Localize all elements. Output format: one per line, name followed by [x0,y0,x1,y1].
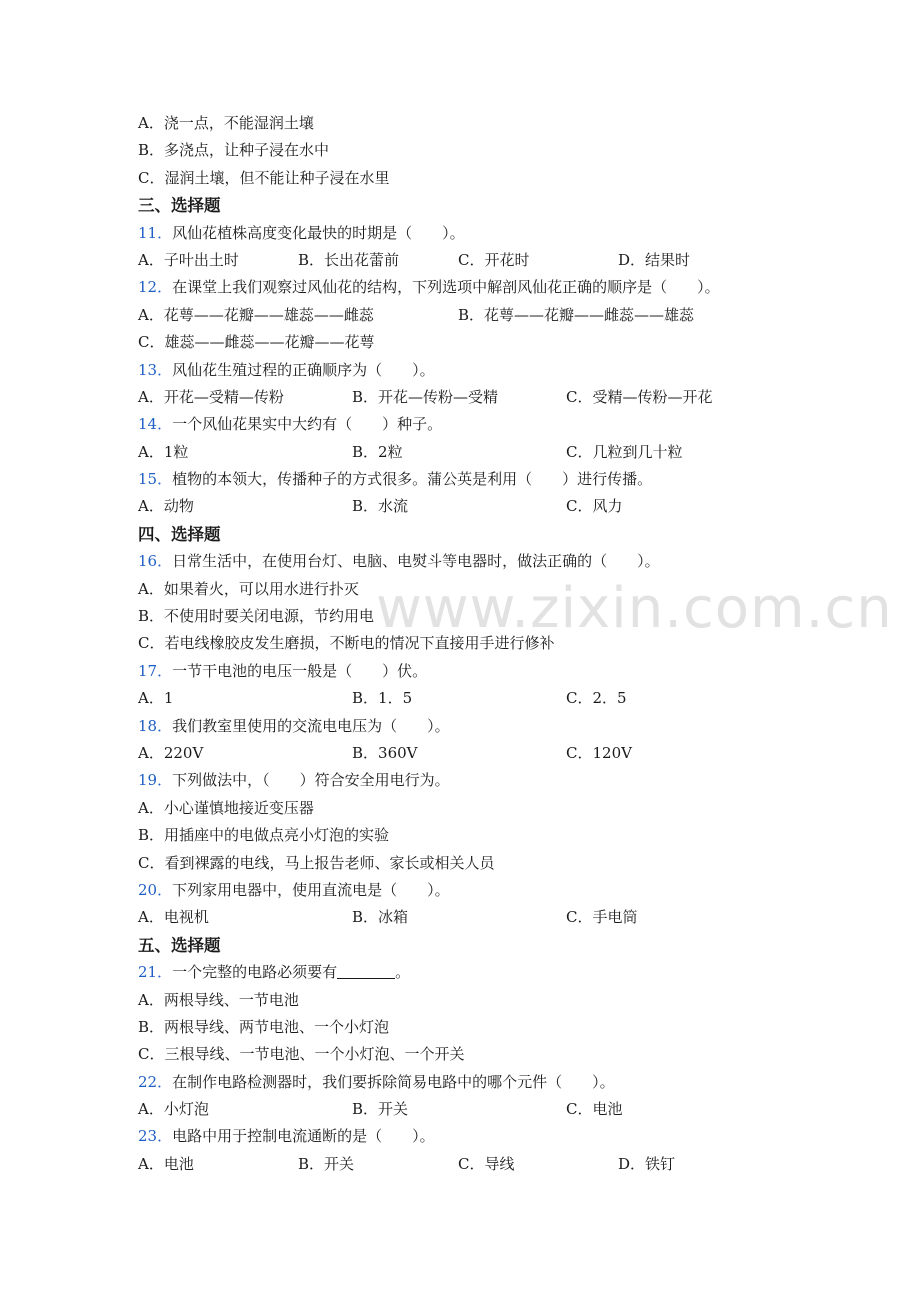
question-stem [138,959,838,986]
option-c: C．看到裸露的电线，马上报告老师、家长或相关人员 [138,853,495,872]
question-text: 风仙花植株高度变化最快的时期是（ ）。 [172,223,465,242]
question-stem [138,767,838,794]
answer-blank [337,961,395,979]
question-text: 一个风仙花果实中大约有（ ）种子。 [172,415,443,434]
question-number: 15． [138,470,173,489]
question-content [138,110,893,1178]
question-number: 19． [138,771,173,790]
question-text: 在制作电路检测器时，我们要拆除简易电路中的哪个元件（ ）。 [172,1072,615,1091]
question-stem [138,658,838,685]
question-number: 23． [138,1127,173,1146]
option-c: C．受精—传粉—开花 [566,387,713,406]
option-c: C．2．5 [566,689,627,708]
option-a: A．花萼——花瓣——雄蕊——雌蕊 [138,305,374,324]
option-a: A．开花—受精—传粉 [138,387,284,406]
question-text: 日常生活中，在使用台灯、电脑、电熨斗等电器时，做法正确的（ ）。 [172,552,660,571]
question-text: 我们教室里使用的交流电电压为（ ）。 [172,716,450,735]
section-heading: 五、选择题 [138,935,221,955]
option-a: A．1 [138,689,174,708]
option-c: C．开花时 [458,250,530,269]
question-text: 在课堂上我们观察过风仙花的结构，下列选项中解剖风仙花正确的顺序是（ ）。 [172,278,720,297]
question-number: 18． [138,716,173,735]
option-a: A．小心谨慎地接近变压器 [138,798,314,817]
option-c: C．三根导线、一节电池、一个小灯泡、一个开关 [138,1045,465,1064]
question-text: 一节干电池的电压一般是（ ）伏。 [172,661,428,680]
option-b: B．开关 [298,1154,355,1173]
option-a: A．1粒 [138,442,189,461]
option-b: B．不使用时要关闭电源，节约用电 [138,607,375,626]
question-stem [138,877,838,904]
option-d: D．铁钉 [618,1154,676,1173]
question-text-end: 。 [395,963,411,982]
question-text: 植物的本领大，传播种子的方式很多。蒲公英是利用（ ）进行传播。 [172,470,653,489]
question-number: 22． [138,1072,173,1091]
question-number: 16． [138,552,173,571]
section-heading: 四、选择题 [138,524,221,544]
option-row [138,302,838,329]
option-c: C．雄蕊——雌蕊——花瓣——花萼 [138,333,375,352]
option-b: B．冰箱 [352,908,409,927]
option-row [138,493,838,520]
option-c: C．120V [566,743,632,762]
option-a: A．如果着火，可以用水进行扑灭 [138,579,359,598]
question-number: 17． [138,661,173,680]
option-row [138,439,838,466]
option-line: C．湿润土壤，但不能让种子浸在水里 [138,168,390,187]
option-c: C．若电线橡胶皮发生磨损，不断电的情况下直接用手进行修补 [138,634,555,653]
option-c: C．风力 [566,497,623,516]
question-stem [138,220,838,247]
question-stem [138,411,838,438]
option-a: A．小灯泡 [138,1100,209,1119]
question-stem [138,357,838,384]
option-a: A．子叶出土时 [138,250,239,269]
option-b: B．开花—传粉—受精 [352,387,499,406]
option-row [138,247,838,274]
option-row [138,384,838,411]
option-b: B．2粒 [352,442,403,461]
question-stem [138,1123,838,1150]
question-number: 12． [138,278,173,297]
option-c: C．导线 [458,1154,515,1173]
option-b: B．两根导线、两节电池、一个小灯泡 [138,1017,390,1036]
option-d: D．结果时 [618,250,691,269]
question-number: 14． [138,415,173,434]
option-row [138,685,838,712]
question-stem [138,1069,838,1096]
option-row [138,740,838,767]
question-stem [138,466,838,493]
section-heading: 三、选择题 [138,196,221,216]
option-c: C．电池 [566,1100,623,1119]
option-c: C．几粒到几十粒 [566,442,683,461]
option-a: A．220V [138,743,204,762]
option-b: B．360V [352,743,418,762]
option-a: A．电视机 [138,908,209,927]
option-b: B．1．5 [352,689,413,708]
question-text: 风仙花生殖过程的正确顺序为（ ）。 [172,360,435,379]
option-b: B．用插座中的电做点亮小灯泡的实验 [138,826,390,845]
question-stem [138,274,838,301]
question-number: 11． [138,223,173,242]
question-number: 21． [138,963,173,982]
question-text: 下列家用电器中，使用直流电是（ ）。 [172,880,450,899]
option-b: B．长出花蕾前 [298,250,400,269]
question-number: 13． [138,360,173,379]
option-b: B．水流 [352,497,409,516]
option-c: C．手电筒 [566,908,638,927]
option-a: A．动物 [138,497,194,516]
option-line: A．浇一点，不能湿润土壤 [138,114,314,132]
option-a: A．电池 [138,1154,194,1173]
question-stem [138,548,838,575]
option-row [138,904,838,931]
option-row [138,1096,838,1123]
option-b: B．开关 [352,1100,409,1119]
question-text: 下列做法中，（ ）符合安全用电行为。 [172,771,450,790]
option-row [138,1151,838,1178]
question-text: 电路中用于控制电流通断的是（ ）。 [172,1127,435,1146]
option-line: B．多浇点，让种子浸在水中 [138,141,330,160]
question-stem [138,713,838,740]
watermark: www.zixin.com.cn [376,576,893,641]
option-a: A．两根导线、一节电池 [138,990,299,1009]
option-b: B．花萼——花瓣——雌蕊——雄蕊 [458,305,695,324]
question-text: 一个完整的电路必须要有 [172,963,338,982]
question-number: 20． [138,880,173,899]
